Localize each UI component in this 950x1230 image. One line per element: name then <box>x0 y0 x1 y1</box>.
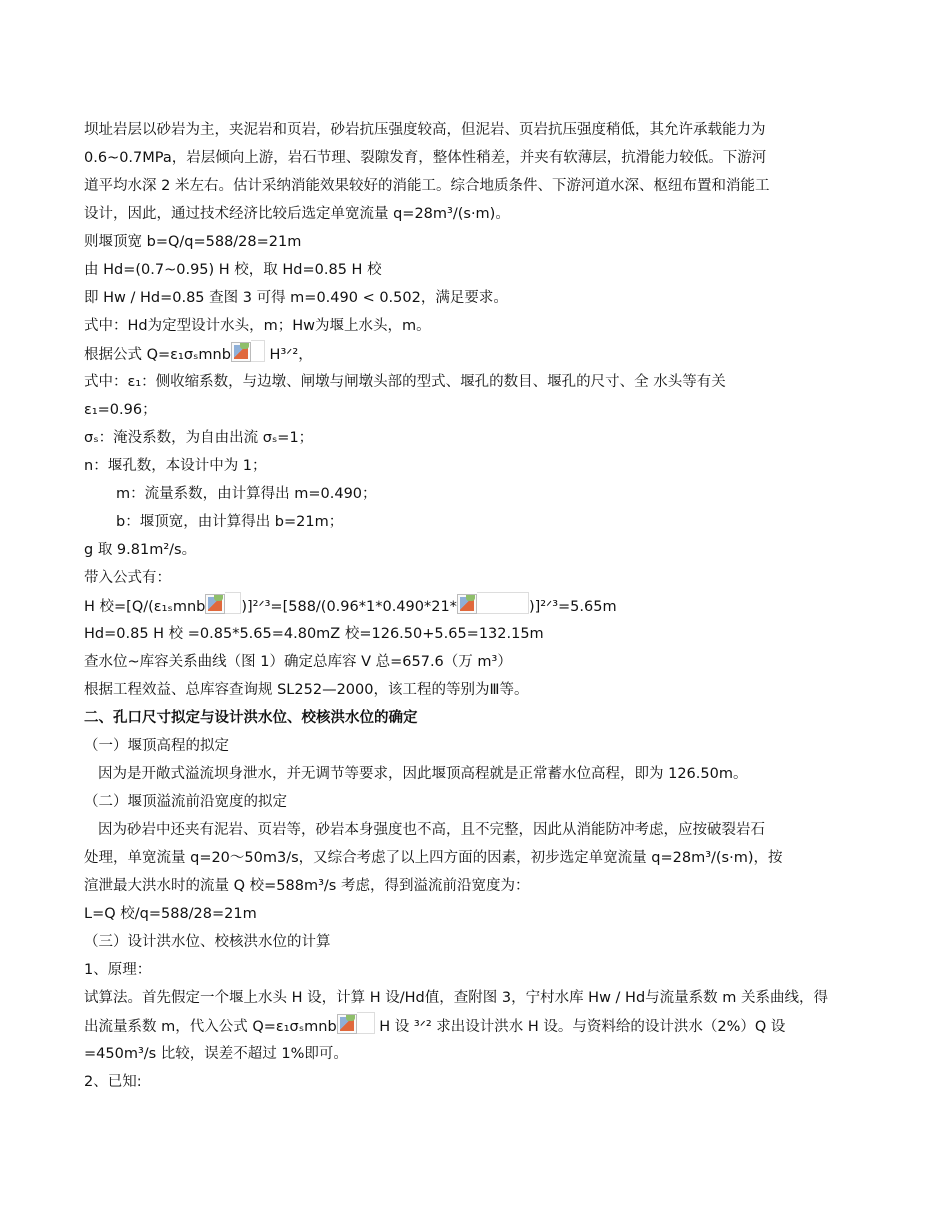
formula-placeholder <box>357 1012 375 1034</box>
broken-image-icon <box>337 1014 357 1034</box>
text-line: 坝址岩层以砂岩为主，夹泥岩和页岩，砂岩抗压强度较高，但泥岩、页岩抗压强度稍低，其允许承载能力为 <box>84 122 766 138</box>
text-line: 试算法。首先假定一个堰上水头 H 设，计算 H 设/Hd值，查附图 3，宁村水库 Hw / Hd与流量系数 m 关系曲线，得 <box>84 990 828 1006</box>
text-line: 2、已知: <box>84 1074 142 1090</box>
text-line: 则堰顶宽 b=Q/q=588/28=21m <box>84 234 302 250</box>
formula-text: H 设 ³ᐟ² 求出设计洪水 H 设。与资料给的设计洪水（2%）Q 设 <box>374 1019 786 1035</box>
formula-text: H³ᐟ²， <box>264 347 313 363</box>
subsection-heading: （一）堰顶高程的拟定 <box>84 738 229 754</box>
text-line: 查水位~库容关系曲线（图 1）确定总库容 V 总=657.6（万 m³） <box>84 654 512 670</box>
text-line: L=Q 校/q=588/28=21m <box>84 906 257 922</box>
formula-placeholder <box>225 592 241 614</box>
formula-line <box>84 592 868 620</box>
subsection-heading: （三）设计洪水位、校核洪水位的计算 <box>84 934 331 950</box>
broken-image-icon <box>205 594 225 614</box>
formula-text: )]²ᐟ³=5.65m <box>528 599 617 615</box>
text-line: 根据工程效益、总库容查询规 SL252—2000，该工程的等别为Ⅲ等。 <box>84 682 529 698</box>
text-line: Hd=0.85 H 校 =0.85*5.65=4.80mZ 校=126.50+5.65=132.15m <box>84 626 544 642</box>
formula-placeholder <box>477 592 529 614</box>
formula-text: 根据公式 Q=ε₁σₛmnb <box>84 347 231 363</box>
text-line: =450m³/s 比较，误差不超过 1%即可。 <box>84 1046 348 1062</box>
text-line: 即 Hw / Hd=0.85 查图 3 可得 m=0.490 < 0.502，满足要求。 <box>84 290 508 306</box>
formula-line <box>84 1012 868 1040</box>
text-line: 带入公式有： <box>84 570 171 586</box>
text-line: 1、原理： <box>84 962 152 978</box>
text-line: 由 Hd=(0.7~0.95) H 校，取 Hd=0.85 H 校 <box>84 262 382 278</box>
formula-text: H 校=[Q/(ε₁ₛmnb <box>84 599 206 615</box>
text-line: b：堰顶宽，由计算得出 b=21m； <box>116 514 344 530</box>
text-line: 道平均水深 2 米左右。估计采纳消能效果较好的消能工。综合地质条件、下游河道水深、枢纽布置和消能工 <box>84 178 770 194</box>
text-line: n：堰孔数，本设计中为 1； <box>84 458 267 474</box>
formula-line <box>84 340 868 368</box>
text-line: 渲泄最大洪水时的流量 Q 校=588m³/s 考虑，得到溢流前沿宽度为： <box>84 878 530 894</box>
subsection-heading: （二）堰顶溢流前沿宽度的拟定 <box>84 794 287 810</box>
text-line: ε₁=0.96； <box>84 402 157 418</box>
broken-image-icon <box>457 594 477 614</box>
text-line: 因为是开敞式溢流坝身泄水，并无调节等要求，因此堰顶高程就是正常蓄水位高程，即为 126.50m。 <box>98 766 748 782</box>
text-line: m：流量系数，由计算得出 m=0.490； <box>116 486 377 502</box>
text-line: 0.6~0.7MPa，岩层倾向上游，岩石节理、裂隙发育，整体性稍差，并夹有软薄层，抗滑能力较低。下游河 <box>84 150 767 166</box>
text-line: 式中：Hd为定型设计水头，m；Hw为堰上水头，m。 <box>84 318 431 334</box>
broken-image-icon <box>231 342 251 362</box>
text-line: 式中：ε₁：侧收缩系数，与边墩、闸墩与闸墩头部的型式、堰孔的数目、堰孔的尺寸、全 水头等有关 <box>84 374 726 390</box>
text-line: 因为砂岩中还夹有泥岩、页岩等，砂岩本身强度也不高，且不完整，因此从消能防冲考虑，应按破裂岩石 <box>98 822 765 838</box>
formula-text: 出流量系数 m，代入公式 Q=ε₁σₛmnb <box>84 1019 337 1035</box>
text-line: σₛ：淹没系数，为自由出流 σₛ=1； <box>84 430 314 446</box>
document-page <box>84 116 868 1096</box>
formula-placeholder <box>251 340 265 362</box>
text-line: g 取 9.81m²/s。 <box>84 542 197 558</box>
section-heading: 二、孔口尺寸拟定与设计洪水位、校核洪水位的确定 <box>84 710 418 726</box>
formula-text: )]²ᐟ³=[588/(0.96*1*0.490*21* <box>241 599 457 615</box>
text-line: 处理，单宽流量 q=20～50m3/s，又综合考虑了以上四方面的因素，初步选定单宽流量 q=28m³/(s·m)，按 <box>84 850 783 866</box>
text-line: 设计，因此，通过技术经济比较后选定单宽流量 q=28m³/(s·m)。 <box>84 206 510 222</box>
